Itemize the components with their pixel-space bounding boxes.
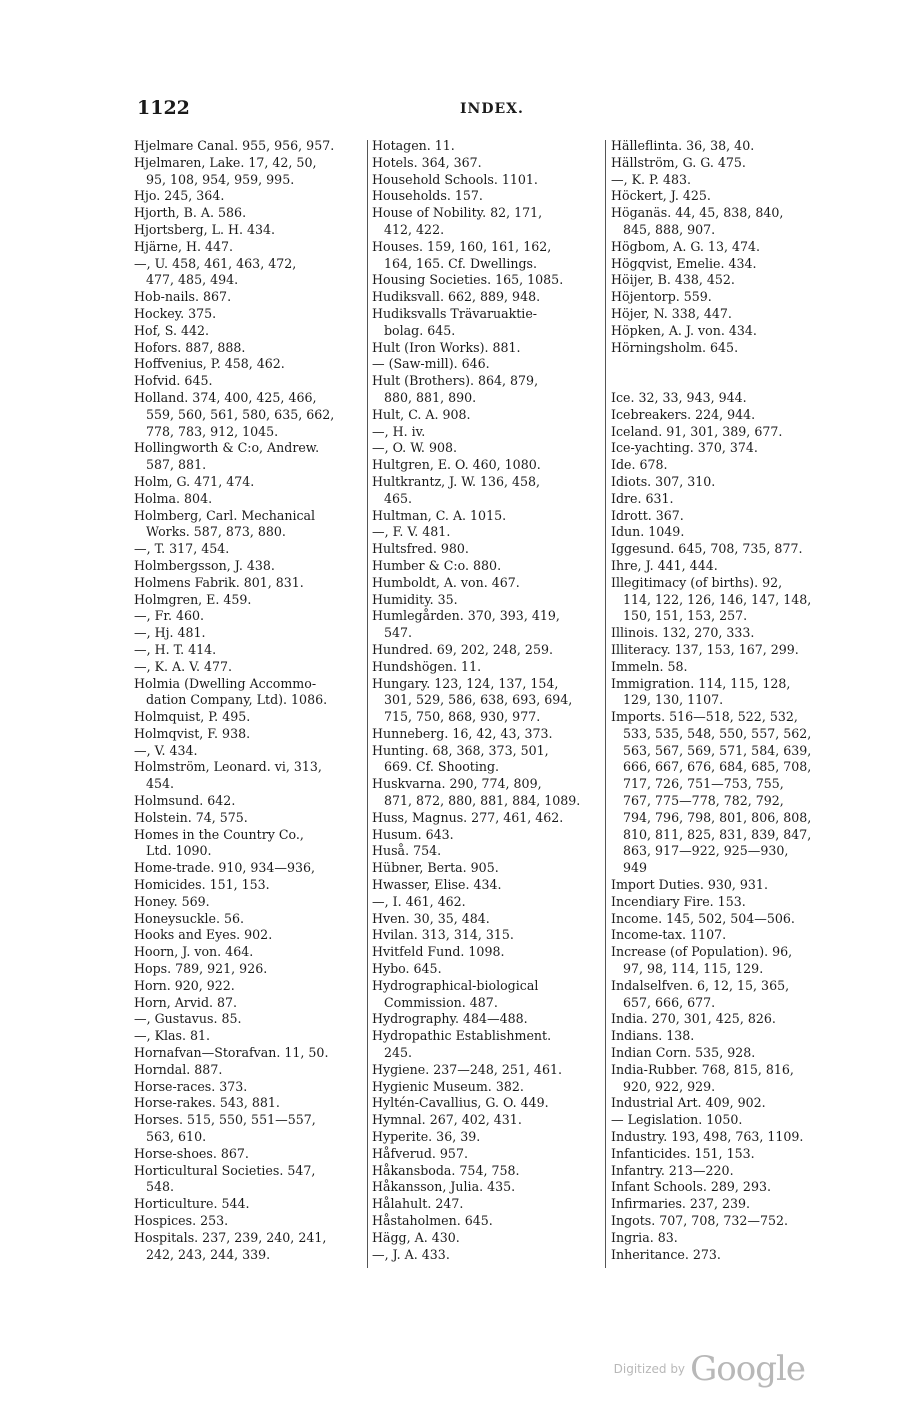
index-entry: Hyltén-Cavallius, G. O. 449. — [372, 1095, 549, 1111]
index-entry: Hockey. 375. — [134, 305, 217, 321]
index-entry: —, H. iv. — [372, 423, 426, 439]
index-entry: 871, 872, 880, 881, 884, 1089. — [384, 793, 581, 809]
index-entry: Import Duties. 930, 931. — [611, 877, 768, 893]
index-entry: Hjortsberg, L. H. 434. — [134, 221, 276, 237]
index-entry: 150, 151, 153, 257. — [623, 608, 748, 624]
index-entry: Commission. 487. — [384, 994, 498, 1010]
index-entry: 810, 811, 825, 831, 839, 847, — [623, 826, 812, 842]
index-entry: Holstein. 74, 575. — [134, 809, 248, 825]
index-entry: —, K. A. V. 477. — [134, 658, 233, 674]
index-entry: India. 270, 301, 425, 826. — [611, 1011, 776, 1027]
index-entry: Hörningsholm. 645. — [611, 339, 739, 355]
index-entry: Hydropathic Establishment. — [372, 1028, 552, 1044]
index-entry: Horticulture. 544. — [134, 1196, 250, 1212]
index-entry: Höjentorp. 559. — [611, 289, 712, 305]
index-entry: Iceland. 91, 301, 389, 677. — [611, 423, 783, 439]
index-entry: Hultsfred. 980. — [372, 541, 469, 557]
index-entry: 845, 888, 907. — [623, 221, 716, 237]
index-entry: —, J. A. 433. — [372, 1246, 450, 1262]
index-entry: —, Klas. 81. — [134, 1028, 211, 1044]
index-entry: Infant Schools. 289, 293. — [611, 1179, 771, 1195]
index-entry: Hoffvenius, P. 458, 462. — [134, 356, 285, 372]
index-entry: Högqvist, Emelie. 434. — [611, 255, 757, 271]
index-entry: Håstaholmen. 645. — [372, 1213, 493, 1228]
index-entry: Ice. 32, 33, 943, 944. — [611, 389, 747, 405]
index-entry: Illinois. 132, 270, 333. — [611, 625, 755, 641]
index-entry: Holm, G. 471, 474. — [134, 473, 255, 489]
index-entry: Hofvid. 645. — [134, 373, 213, 389]
index-entry: Huss, Magnus. 277, 461, 462. — [372, 809, 564, 825]
index-entry: Houses. 159, 160, 161, 162, — [372, 238, 552, 254]
index-entry: Hultkrantz, J. W. 136, 458, — [372, 473, 541, 489]
index-entry: Income-tax. 1107. — [611, 927, 727, 943]
index-entry: 767, 775—778, 782, 792, — [623, 793, 784, 809]
index-entry: —, O. W. 908. — [372, 440, 457, 456]
index-entry: Hydrographical-biological — [372, 977, 539, 993]
index-entry: Hotagen. 11. — [372, 138, 455, 153]
index-entry: Hult (Iron Works). 881. — [372, 339, 521, 355]
index-entry: Hälleflinta. 36, 38, 40. — [611, 138, 755, 153]
index-entry: Hundred. 69, 202, 248, 259. — [372, 641, 553, 657]
index-entry: Husum. 643. — [372, 826, 454, 842]
index-entry: Infirmaries. 237, 239. — [611, 1196, 751, 1212]
index-entry: Horse-rakes. 543, 881. — [134, 1095, 280, 1111]
index-entry: 920, 922, 929. — [623, 1078, 716, 1094]
index-entry: Hålahult. 247. — [372, 1196, 464, 1212]
index-entry: — (Saw-mill). 646. — [372, 356, 490, 372]
column-divider — [605, 140, 606, 1268]
index-entry: 563, 567, 569, 571, 584, 639, — [623, 742, 812, 758]
index-entry: 717, 726, 751—753, 755, — [623, 776, 784, 792]
index-entry: 533, 535, 548, 550, 557, 562, — [623, 725, 812, 741]
index-entry: 548. — [146, 1179, 175, 1195]
index-entry: 301, 529, 586, 638, 693, 694, — [384, 692, 573, 708]
index-entry: —, H. T. 414. — [134, 641, 217, 657]
index-entry: Höckert, J. 425. — [611, 188, 711, 204]
index-entry: Holmberg, Carl. Mechanical — [134, 507, 316, 523]
index-entry: Högbom, A. G. 13, 474. — [611, 238, 761, 254]
index-entry: 95, 108, 954, 959, 995. — [146, 171, 295, 187]
index-entry: 454. — [146, 776, 175, 792]
index-entry: Indalselfven. 6, 12, 15, 365, — [611, 977, 790, 993]
index-entry: Hven. 30, 35, 484. — [372, 910, 490, 926]
running-head: INDEX. — [460, 101, 524, 117]
index-entry: —, F. V. 481. — [372, 524, 451, 540]
index-entry: 949 — [623, 860, 648, 876]
index-entry: Honey. 569. — [134, 893, 210, 909]
index-entry: Horse-shoes. 867. — [134, 1145, 249, 1161]
index-entry: Hjorth, B. A. 586. — [134, 205, 247, 221]
index-entry: India-Rubber. 768, 815, 816, — [611, 1061, 794, 1077]
digitized-by-google-watermark — [614, 1349, 805, 1389]
index-entry: Hällström, G. G. 475. — [611, 154, 746, 170]
index-entry: Homes in the Country Co., — [134, 826, 304, 842]
index-entry: Inheritance. 273. — [611, 1246, 721, 1262]
column-divider — [367, 140, 368, 1268]
index-entry: Hydrography. 484—488. — [372, 1011, 528, 1027]
index-entry: Housing Societies. 165, 1085. — [372, 272, 564, 288]
index-entry: Hjärne, H. 447. — [134, 238, 234, 254]
index-entry: 114, 122, 126, 146, 147, 148, — [623, 591, 812, 607]
index-entry: Idiots. 307, 310. — [611, 473, 716, 489]
index-entry: Works. 587, 873, 880. — [146, 524, 286, 540]
index-entry: Iggesund. 645, 708, 735, 877. — [611, 541, 803, 557]
index-entry: —, I. 461, 462. — [372, 893, 466, 909]
index-entry: 477, 485, 494. — [146, 272, 239, 288]
index-entry: Hübner, Berta. 905. — [372, 860, 499, 876]
index-entry: Huså. 754. — [372, 843, 442, 859]
index-entry: 666, 667, 676, 684, 685, 708, — [623, 759, 812, 775]
index-entry: Idre. 631. — [611, 490, 674, 506]
index-entry: —, U. 458, 461, 463, 472, — [134, 255, 297, 271]
index-entry: Holmsund. 642. — [134, 793, 236, 809]
index-entry: Hunting. 68, 368, 373, 501, — [372, 742, 549, 758]
index-entry: 97, 98, 114, 115, 129. — [623, 961, 764, 977]
index-entry: Hvitfeld Fund. 1098. — [372, 944, 505, 960]
index-entry: Horticultural Societies. 547, — [134, 1162, 316, 1178]
index-entry: dation Company, Ltd). 1086. — [146, 692, 328, 708]
index-entry: Hundshögen. 11. — [372, 658, 482, 674]
index-entry: 559, 560, 561, 580, 635, 662, — [146, 406, 335, 422]
index-entry: bolag. 645. — [384, 322, 456, 338]
index-entry: Hops. 789, 921, 926. — [134, 961, 268, 977]
index-entry: Industry. 193, 498, 763, 1109. — [611, 1129, 804, 1145]
index-entry: Hospices. 253. — [134, 1213, 229, 1228]
page-number: 1122 — [137, 97, 190, 119]
index-entry: Ihre, J. 441, 444. — [611, 557, 718, 573]
index-entry: —, Hj. 481. — [134, 625, 206, 641]
index-entry: Hultman, C. A. 1015. — [372, 507, 507, 523]
index-entry: Hyperite. 36, 39. — [372, 1129, 481, 1145]
index-entry: Hult, C. A. 908. — [372, 406, 471, 422]
index-entry: Höganäs. 44, 45, 838, 840, — [611, 205, 784, 221]
index-column-3 — [611, 138, 841, 1263]
index-entry: 778, 783, 912, 1045. — [146, 423, 279, 439]
index-entry: Höijer, B. 438, 452. — [611, 272, 735, 288]
index-entry: Holland. 374, 400, 425, 466, — [134, 389, 317, 405]
index-entry: Hudiksvall. 662, 889, 948. — [372, 289, 541, 305]
index-entry: Hult (Brothers). 864, 879, — [372, 373, 539, 389]
index-entry: 412, 422. — [384, 221, 445, 237]
index-entry: 657, 666, 677. — [623, 994, 716, 1010]
index-entry: 587, 881. — [146, 457, 207, 473]
index-entry: Infanticides. 151, 153. — [611, 1145, 755, 1161]
index-entry: Hornafvan—Storafvan. 11, 50. — [134, 1045, 329, 1061]
index-entry: Hygiene. 237—248, 251, 461. — [372, 1061, 562, 1077]
index-entry: Idrott. 367. — [611, 507, 684, 523]
index-entry: Hybo. 645. — [372, 961, 442, 977]
index-entry: Horn. 920, 922. — [134, 977, 235, 993]
index-entry: Hjelmaren, Lake. 17, 42, 50, — [134, 154, 317, 170]
index-entry: Income. 145, 502, 504—506. — [611, 910, 795, 926]
index-entry: Holmström, Leonard. vi, 313, — [134, 759, 322, 775]
index-entry: Immigration. 114, 115, 128, — [611, 675, 791, 691]
index-entry: 465. — [384, 490, 413, 506]
index-entry: 715, 750, 868, 930, 977. — [384, 709, 541, 725]
index-entry: —, V. 434. — [134, 742, 198, 758]
index-entry: Hultgren, E. O. 460, 1080. — [372, 457, 541, 473]
index-entry: Höpken, A. J. von. 434. — [611, 322, 757, 338]
index-entry: Hof, S. 442. — [134, 322, 210, 338]
entry-gap — [611, 373, 841, 390]
google-logo: Google — [690, 1349, 805, 1389]
index-entry: Holmbergsson, J. 438. — [134, 557, 275, 573]
index-entry: Ide. 678. — [611, 457, 668, 473]
index-entry: Hägg, A. 430. — [372, 1229, 460, 1245]
index-entry: Immeln. 58. — [611, 658, 688, 674]
index-entry: Huskvarna. 290, 774, 809, — [372, 776, 542, 792]
index-entry: Hunneberg. 16, 42, 43, 373. — [372, 725, 553, 741]
index-entry: Hungary. 123, 124, 137, 154, — [372, 675, 559, 691]
index-entry: — Legislation. 1050. — [611, 1112, 743, 1128]
index-entry: Hjelmare Canal. 955, 956, 957. — [134, 138, 335, 153]
index-entry: Indians. 138. — [611, 1028, 695, 1044]
index-entry: 669. Cf. Shooting. — [384, 759, 500, 775]
index-entry: Industrial Art. 409, 902. — [611, 1095, 766, 1111]
index-entry: Icebreakers. 224, 944. — [611, 406, 756, 422]
index-entry: 245. — [384, 1045, 413, 1061]
index-entry: House of Nobility. 82, 171, — [372, 205, 543, 221]
index-entry: Hollingworth & C:o, Andrew. — [134, 440, 320, 456]
index-entry: Hvilan. 313, 314, 315. — [372, 927, 514, 943]
index-entry: Hwasser, Elise. 434. — [372, 877, 502, 893]
index-entry: Hoorn, J. von. 464. — [134, 944, 254, 960]
index-entry: Humlegården. 370, 393, 419, — [372, 608, 560, 624]
index-entry: Ltd. 1090. — [146, 843, 212, 859]
index-entry: Humboldt, A. von. 467. — [372, 574, 520, 590]
index-entry: Incendiary Fire. 153. — [611, 893, 746, 909]
index-entry: —, Gustavus. 85. — [134, 1011, 242, 1027]
index-entry: Honeysuckle. 56. — [134, 910, 245, 926]
index-entry: Höjer, N. 338, 447. — [611, 305, 732, 321]
index-entry: Humber & C:o. 880. — [372, 557, 502, 573]
index-entry: Increase (of Population). 96, — [611, 944, 793, 960]
index-entry: Hospitals. 237, 239, 240, 241, — [134, 1229, 327, 1245]
index-entry: Hudiksvalls Trävaruaktie- — [372, 305, 538, 321]
index-entry: 129, 130, 1107. — [623, 692, 724, 708]
entry-gap — [611, 356, 841, 373]
index-entry: —, T. 317, 454. — [134, 541, 230, 557]
index-column-1 — [134, 138, 364, 1263]
index-entry: Ice-yachting. 370, 374. — [611, 440, 758, 456]
index-entry: Horndal. 887. — [134, 1061, 223, 1077]
index-entry: Household Schools. 1101. — [372, 171, 538, 187]
index-entry: Horn, Arvid. 87. — [134, 994, 238, 1010]
index-entry: Hymnal. 267, 402, 431. — [372, 1112, 522, 1128]
index-entry: Indian Corn. 535, 928. — [611, 1045, 756, 1061]
index-entry: 863, 917—922, 925—930, — [623, 843, 789, 859]
index-entry: Illiteracy. 137, 153, 167, 299. — [611, 641, 799, 657]
index-entry: Imports. 516—518, 522, 532, — [611, 709, 798, 725]
index-entry: Holma. 804. — [134, 490, 213, 506]
index-entry: Håfverud. 957. — [372, 1145, 468, 1161]
index-entry: Homicides. 151, 153. — [134, 877, 270, 893]
index-entry: Households. 157. — [372, 188, 483, 204]
index-entry: Holmquist, P. 495. — [134, 709, 251, 725]
index-column-2 — [372, 138, 602, 1263]
index-entry: Ingots. 707, 708, 732—752. — [611, 1213, 789, 1228]
index-entry: Hjo. 245, 364. — [134, 188, 225, 204]
index-entry: Home-trade. 910, 934—936, — [134, 860, 316, 876]
index-entry: Horse-races. 373. — [134, 1078, 248, 1094]
index-entry: Illegitimacy (of births). 92, — [611, 574, 783, 590]
index-entry: Hob-nails. 867. — [134, 289, 232, 305]
index-entry: Håkansson, Julia. 435. — [372, 1179, 516, 1195]
index-entry: 547. — [384, 625, 413, 641]
index-entry: Hygienic Museum. 382. — [372, 1078, 524, 1094]
index-entry: 164, 165. Cf. Dwellings. — [384, 255, 537, 271]
index-entry: Holmqvist, F. 938. — [134, 725, 251, 741]
index-entry: Humidity. 35. — [372, 591, 458, 607]
index-entry: Hooks and Eyes. 902. — [134, 927, 273, 943]
index-entry: Hotels. 364, 367. — [372, 154, 482, 170]
index-entry: 794, 796, 798, 801, 806, 808, — [623, 809, 812, 825]
digitized-by-label: Digitized by — [613, 1362, 686, 1376]
index-entry: —, Fr. 460. — [134, 608, 205, 624]
index-entry: Infantry. 213—220. — [611, 1162, 734, 1178]
index-entry: Hofors. 887, 888. — [134, 339, 246, 355]
index-entry: 242, 243, 244, 339. — [146, 1246, 271, 1262]
index-entry: Holmia (Dwelling Accommo- — [134, 675, 317, 691]
index-entry: Ingria. 83. — [611, 1229, 678, 1245]
index-entry: 880, 881, 890. — [384, 389, 477, 405]
index-entry: —, K. P. 483. — [611, 171, 691, 187]
index-entry: Holmens Fabrik. 801, 831. — [134, 574, 304, 590]
index-entry: Horses. 515, 550, 551—557, — [134, 1112, 316, 1128]
index-entry: 563, 610. — [146, 1129, 207, 1145]
index-entry: Håkansboda. 754, 758. — [372, 1162, 520, 1178]
index-entry: Holmgren, E. 459. — [134, 591, 252, 607]
index-entry: Idun. 1049. — [611, 524, 685, 540]
